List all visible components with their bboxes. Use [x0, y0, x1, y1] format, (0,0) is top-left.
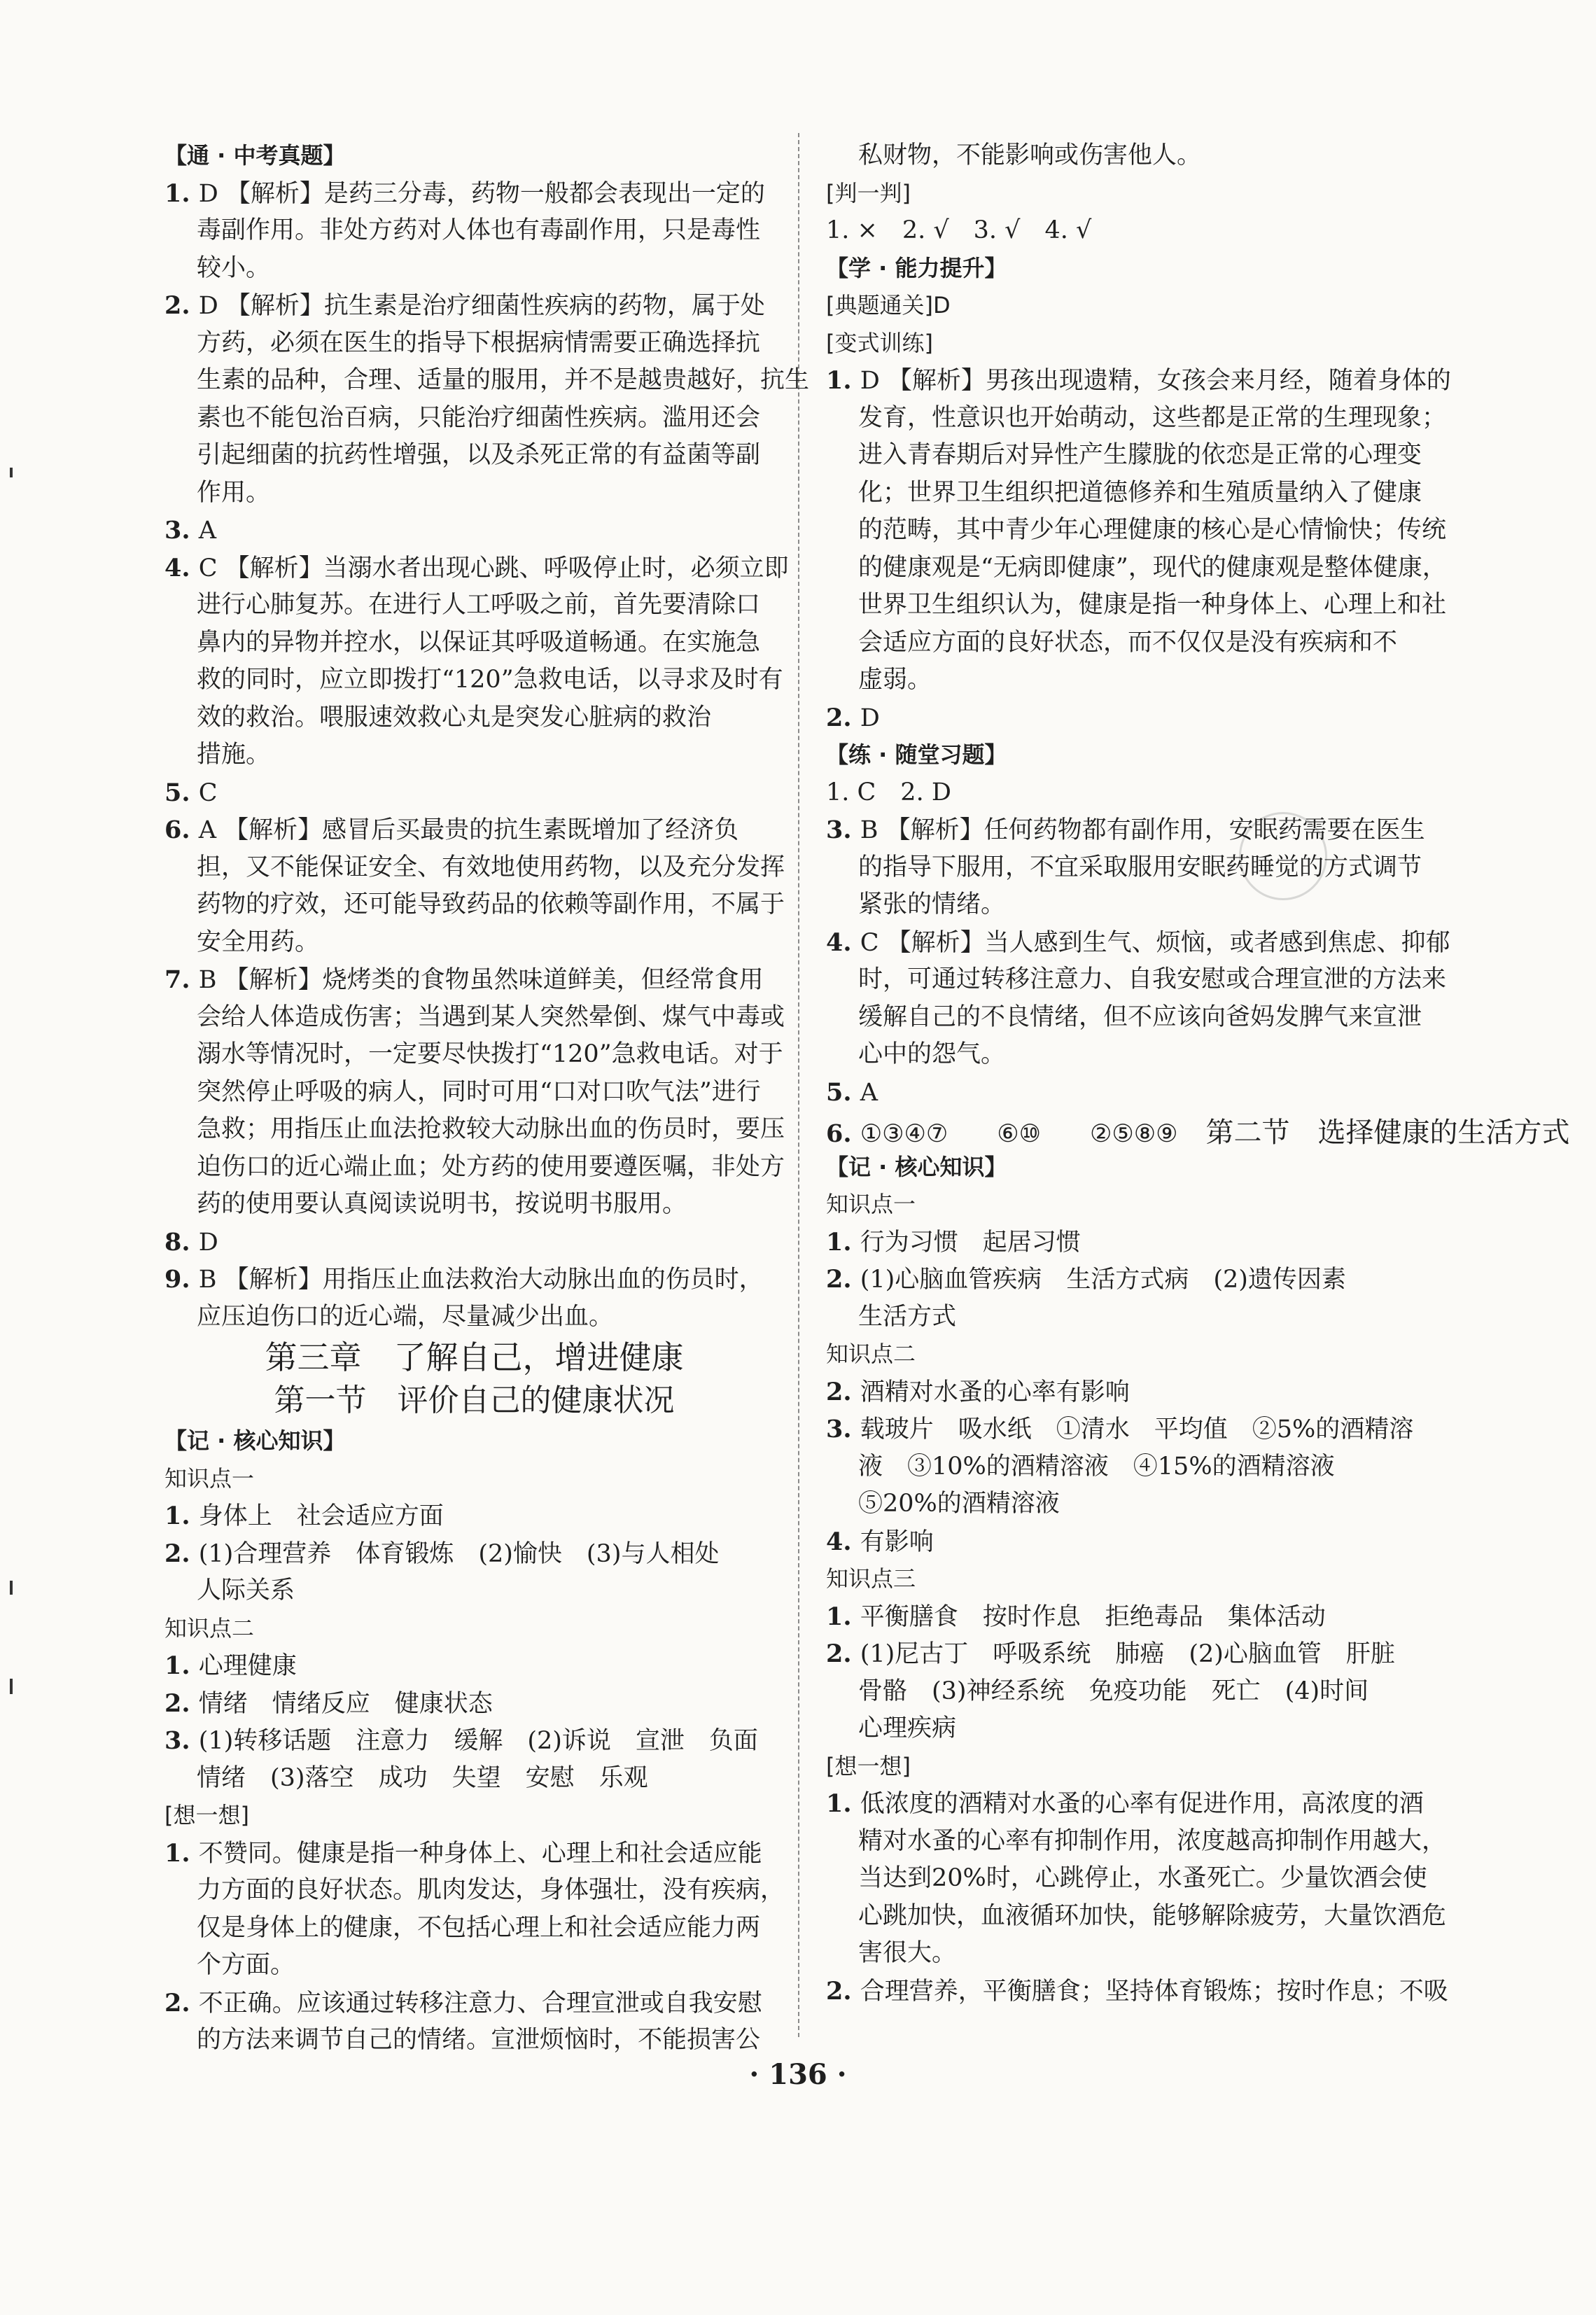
- answer-line: 仅是身体上的健康，不包括心理上和社会适应能力两: [197, 1913, 761, 1942]
- right-column: [826, 137, 1570, 2010]
- item-number: 3.: [164, 1726, 199, 1755]
- answer-text: 不正确。应该通过转移注意力、合理宣泄或自我安慰: [198, 1989, 762, 2017]
- answer-item: [826, 699, 1446, 737]
- answer-line: 生活方式: [858, 1302, 957, 1331]
- answer-line: 个方面。: [197, 1951, 295, 1979]
- answer-text: D 【解析】抗生素是治疗细菌性疾病的药物，属于处: [198, 292, 765, 320]
- answer-text: 合理营养，平衡膳食；坚持体育锻炼；按时作息；不吸: [860, 1977, 1448, 2006]
- answer-item: [164, 1985, 784, 2022]
- answer-line: 生素的品种，合理、适量的服用，并不是越贵越好，抗生: [197, 366, 810, 394]
- item-number: 2.: [826, 1377, 860, 1406]
- answer-line: 1. × 2. √ 3. √ 4. √: [826, 216, 1092, 244]
- answer-item: [164, 1224, 784, 1261]
- answer-line: 素也不能包治百病，只能治疗细菌性疾病。滥用还会: [197, 403, 761, 432]
- page-number: · 136 ·: [749, 2058, 847, 2091]
- answer-line: 缓解自己的不良情绪，但不应该向爸妈发脾气来宣泄: [858, 1002, 1422, 1031]
- answer-text: ①③④⑦ ⑥⑩ ②⑤⑧⑨: [860, 1120, 1178, 1148]
- answer-line: 发育，性意识也开始萌动，这些都是正常的生理现象；: [858, 403, 1447, 432]
- answer-item: [164, 512, 784, 550]
- answer-line: 害很大。: [858, 1939, 957, 1967]
- answer-line: 骨骼 (3)神经系统 免疫功能 死亡 (4)时间: [858, 1677, 1369, 1705]
- answer-text: 载玻片 吸水纸 ①清水 平均值 ②5%的酒精溶: [860, 1415, 1414, 1443]
- subsection-heading: 知识点三: [826, 1565, 916, 1592]
- answer-line: 药物的疗效，还可能导致药品的依赖等副作用，不属于: [197, 890, 785, 918]
- answer-text: D: [198, 1228, 218, 1257]
- item-number: 1.: [826, 1602, 860, 1631]
- item-number: 1.: [164, 1502, 199, 1530]
- item-number: 1.: [826, 366, 860, 395]
- subsection-heading: [想一想]: [826, 1752, 911, 1779]
- answer-text: A 【解析】感冒后买最贵的抗生素既增加了经济负: [198, 816, 739, 844]
- answer-text: B 【解析】任何药物都有副作用，安眠药需要在医生: [860, 816, 1425, 844]
- item-number: 2.: [826, 1639, 860, 1668]
- answer-item: [164, 1535, 784, 1573]
- answer-line: 进行心肺复苏。在进行人工呼吸之前，首先要清除口: [197, 591, 761, 619]
- answer-text: 低浓度的酒精对水蚤的心率有促进作用，高浓度的酒: [860, 1790, 1424, 1818]
- section-heading: 【通 · 中考真题】: [164, 142, 346, 169]
- item-number: 4.: [826, 928, 860, 957]
- answer-line: 的健康观是“无病即健康”，现代的健康观是整体健康，: [858, 553, 1447, 582]
- page-number-value: 136: [769, 2058, 827, 2091]
- item-number: 1.: [164, 1651, 199, 1680]
- answer-line: 迫伤口的近心端止血；处方药的使用要遵医嘱，非处方: [197, 1152, 785, 1181]
- answer-line: 心理疾病: [858, 1714, 957, 1742]
- answer-line: 引起细菌的抗药性增强，以及杀死正常的有益菌等副: [197, 441, 761, 469]
- answer-text: A: [860, 1078, 878, 1107]
- answer-line: 担，又不能保证安全、有效地使用药物，以及充分发挥: [197, 853, 785, 881]
- answer-line: ⑤20%的酒精溶液: [858, 1490, 1060, 1518]
- answer-item: [826, 1785, 1446, 1823]
- answer-line: 的方法来调节自己的情绪。宣泄烦恼时，不能损害公: [197, 2026, 761, 2054]
- answer-item: [164, 1647, 784, 1685]
- answer-line: 化；世界卫生组织把道德修养和生殖质量纳入了健康: [858, 478, 1422, 507]
- section-title: 第二节 选择健康的生活方式: [1205, 1117, 1570, 1149]
- answer-item: [164, 287, 784, 325]
- margin-mark: [10, 1679, 13, 1694]
- answer-line: 效的救治。喂服速效救心丸是突发心脏病的救治: [197, 703, 712, 732]
- item-number: 2.: [164, 1539, 199, 1568]
- item-number: 4.: [164, 553, 199, 582]
- answer-item: [164, 1685, 784, 1723]
- answer-line: 液 ③10%的酒精溶液 ④15%的酒精溶液: [858, 1452, 1335, 1481]
- answer-line: 紧张的情绪。: [858, 890, 1006, 918]
- item-number: 5.: [164, 778, 199, 807]
- answer-item: [826, 1111, 1570, 1149]
- item-number: 1.: [826, 1789, 860, 1818]
- answer-text: 酒精对水蚤的心率有影响: [860, 1378, 1130, 1406]
- item-number: 2.: [826, 1265, 860, 1294]
- answer-item: [164, 1835, 784, 1873]
- answer-text: C: [198, 778, 218, 807]
- subsection-heading: [想一想]: [164, 1802, 249, 1828]
- item-number: 5.: [826, 1077, 860, 1107]
- item-number: 6.: [826, 1119, 860, 1148]
- answer-item: [164, 811, 784, 849]
- subsection-heading: 知识点二: [164, 1614, 255, 1642]
- answer-line: 较小。: [197, 253, 271, 282]
- section-heading: 【记 · 核心知识】: [164, 1427, 346, 1454]
- answer-line: 作用。: [197, 478, 271, 507]
- answer-line: 情绪 (3)落空 成功 失望 安慰 乐观: [197, 1763, 648, 1792]
- answer-line: 救的同时，应立即拨打“120”急救电话，以寻求及时有: [197, 666, 783, 694]
- answer-item: [164, 961, 784, 999]
- section-heading: 【练 · 随堂习题】: [826, 741, 1007, 768]
- answer-item: [164, 175, 784, 213]
- answer-item: [826, 1598, 1446, 1636]
- answer-text: 行为习惯 起居习惯: [860, 1228, 1081, 1257]
- answer-line: 力方面的良好状态。肌肉发达，身体强壮，没有疾病，: [197, 1876, 785, 1904]
- answer-item: [164, 1497, 784, 1535]
- item-number: 2.: [164, 291, 199, 320]
- subsection-heading: [判一判]: [826, 179, 911, 207]
- answer-text: B 【解析】用指压止血法救治大动脉出血的伤员时，: [198, 1266, 764, 1294]
- item-number: 6.: [164, 816, 199, 844]
- answer-text: 不赞同。健康是指一种身体上、心理上和社会适应能: [198, 1839, 762, 1868]
- section-title: 第一节 评价自己的健康状况: [274, 1383, 675, 1418]
- answer-item: [164, 774, 784, 812]
- item-number: 2.: [826, 1976, 860, 2006]
- item-number: 8.: [164, 1227, 199, 1257]
- answer-line: 当达到20%时，心跳停止，水蚤死亡。少量饮酒会使: [858, 1864, 1427, 1892]
- answer-line: 虚弱。: [858, 666, 932, 694]
- answer-line: 精对水蚤的心率有抑制作用，浓度越高抑制作用越大，: [858, 1826, 1447, 1855]
- answer-text: (1)转移话题 注意力 缓解 (2)诉说 宣泄 负面: [198, 1727, 758, 1755]
- answer-line: 应压迫伤口的近心端，尽量减少出血。: [197, 1302, 614, 1331]
- item-number: 3.: [826, 816, 860, 844]
- subsection-heading: 知识点二: [826, 1341, 916, 1367]
- item-number: 3.: [164, 516, 199, 545]
- item-number: 2.: [164, 1988, 199, 2017]
- subsection-heading: [典题通关]D: [826, 292, 951, 319]
- answer-text: (1)心脑血管疾病 生活方式病 (2)遗传因素: [860, 1266, 1346, 1294]
- answer-line: 时，可通过转移注意力、自我安慰或合理宣泄的方法来: [858, 965, 1447, 993]
- answer-text: 有影响: [860, 1527, 934, 1556]
- answer-text: A: [198, 517, 217, 545]
- answer-item: [164, 550, 789, 587]
- item-number: 4.: [826, 1527, 860, 1556]
- answer-item: [826, 1973, 1446, 2010]
- answer-item: [826, 362, 1451, 400]
- answer-text: D 【解析】是药三分毒，药物一般都会表现出一定的: [198, 179, 765, 208]
- answer-line: 措施。: [197, 741, 271, 769]
- answer-text: D: [860, 704, 880, 732]
- item-number: 1.: [164, 1838, 199, 1868]
- answer-text: (1)尼古丁 呼吸系统 肺癌 (2)心脑血管 肝脏: [860, 1640, 1395, 1668]
- item-number: 7.: [164, 965, 199, 994]
- answer-text: 平衡膳食 按时作息 拒绝毒品 集体活动: [860, 1602, 1326, 1631]
- answer-line: 溺水等情况时，一定要尽快拨打“120”急救电话。对于: [197, 1040, 783, 1068]
- answer-line: 会给人体造成伤害；当遇到某人突然晕倒、煤气中毒或: [197, 1002, 785, 1031]
- subsection-heading: 知识点一: [164, 1464, 255, 1492]
- answer-item: [826, 1074, 1446, 1112]
- item-number: 1.: [164, 179, 199, 208]
- answer-item: [826, 1411, 1446, 1448]
- answer-item: [826, 811, 1446, 849]
- answer-item: [826, 1373, 1446, 1411]
- answer-line: 心跳加快，血液循环加快，能够解除疲劳，大量饮酒危: [858, 1901, 1447, 1930]
- subsection-heading: 知识点一: [826, 1191, 916, 1217]
- answer-line: 进入青春期后对异性产生朦胧的依恋是正常的心理变: [858, 441, 1422, 469]
- answer-item: [826, 1523, 1446, 1561]
- answer-line: 突然停止呼吸的病人，同时可用“口对口吹气法”进行: [197, 1077, 761, 1106]
- answer-item: [826, 1261, 1446, 1299]
- answer-item: [826, 924, 1450, 962]
- answer-line: 会适应方面的良好状态，而不仅仅是没有疾病和不: [858, 628, 1398, 657]
- answer-item: [164, 1722, 784, 1760]
- chapter-title: 第三章 了解自己，增进健康: [265, 1338, 684, 1376]
- answer-text: D 【解析】男孩出现遗精，女孩会来月经，随着身体的: [860, 367, 1451, 395]
- answer-item: [164, 1261, 784, 1299]
- subsection-heading: [变式训练]: [826, 329, 933, 356]
- answer-text: 情绪 情绪反应 健康状态: [198, 1689, 493, 1718]
- answer-line: 私财物，不能影响或伤害他人。: [858, 141, 1202, 169]
- answer-line: 人际关系: [197, 1576, 295, 1604]
- answer-text: C 【解析】当人感到生气、烦恼，或者感到焦虑、抑郁: [860, 928, 1450, 957]
- answer-line: 心中的怨气。: [858, 1040, 1006, 1068]
- answer-text: (1)合理营养 体育锻炼 (2)愉快 (3)与人相处: [198, 1539, 720, 1568]
- left-column: [164, 137, 810, 2059]
- answer-item: [826, 1224, 1446, 1261]
- answer-text: 身体上 社会适应方面: [198, 1502, 444, 1530]
- margin-mark: [10, 468, 13, 477]
- answer-line: 急救；用指压止血法抢救较大动脉出血的伤员时，要压: [197, 1115, 785, 1143]
- answer-line: 药的使用要认真阅读说明书，按说明书服用。: [197, 1190, 687, 1218]
- item-number: 1.: [826, 1227, 860, 1257]
- answer-line: 1. C 2. D: [826, 778, 951, 806]
- column-divider: [798, 133, 799, 2037]
- section-heading: 【学 · 能力提升】: [826, 254, 1007, 281]
- answer-line: 安全用药。: [197, 928, 320, 956]
- answer-item: [826, 1635, 1446, 1673]
- answer-line: 毒副作用。非处方药对人体也有毒副作用，只是毒性: [197, 216, 761, 244]
- answer-text: C 【解析】当溺水者出现心跳、呼吸停止时，必须立即: [198, 554, 789, 582]
- answer-line: 方药，必须在医生的指导下根据病情需要正确选择抗: [197, 328, 761, 357]
- answer-line: 的范畴，其中青少年心理健康的核心是心情愉快；传统: [858, 516, 1447, 544]
- section-heading: 【记 · 核心知识】: [826, 1153, 1007, 1180]
- margin-mark: [10, 1581, 13, 1595]
- answer-line: 世界卫生组织认为，健康是指一种身体上、心理上和社: [858, 591, 1447, 619]
- answer-text: B 【解析】烧烤类的食物虽然味道鲜美，但经常食用: [198, 966, 764, 994]
- item-number: 3.: [826, 1415, 860, 1443]
- item-number: 9.: [164, 1265, 199, 1294]
- answer-line: 鼻内的异物并控水，以保证其呼吸道畅通。在实施急: [197, 628, 761, 657]
- answer-line: 的指导下服用，不宜采取服用安眠药睡觉的方式调节: [858, 853, 1422, 881]
- item-number: 2.: [826, 703, 860, 732]
- item-number: 2.: [164, 1688, 199, 1718]
- answer-text: 心理健康: [198, 1652, 297, 1680]
